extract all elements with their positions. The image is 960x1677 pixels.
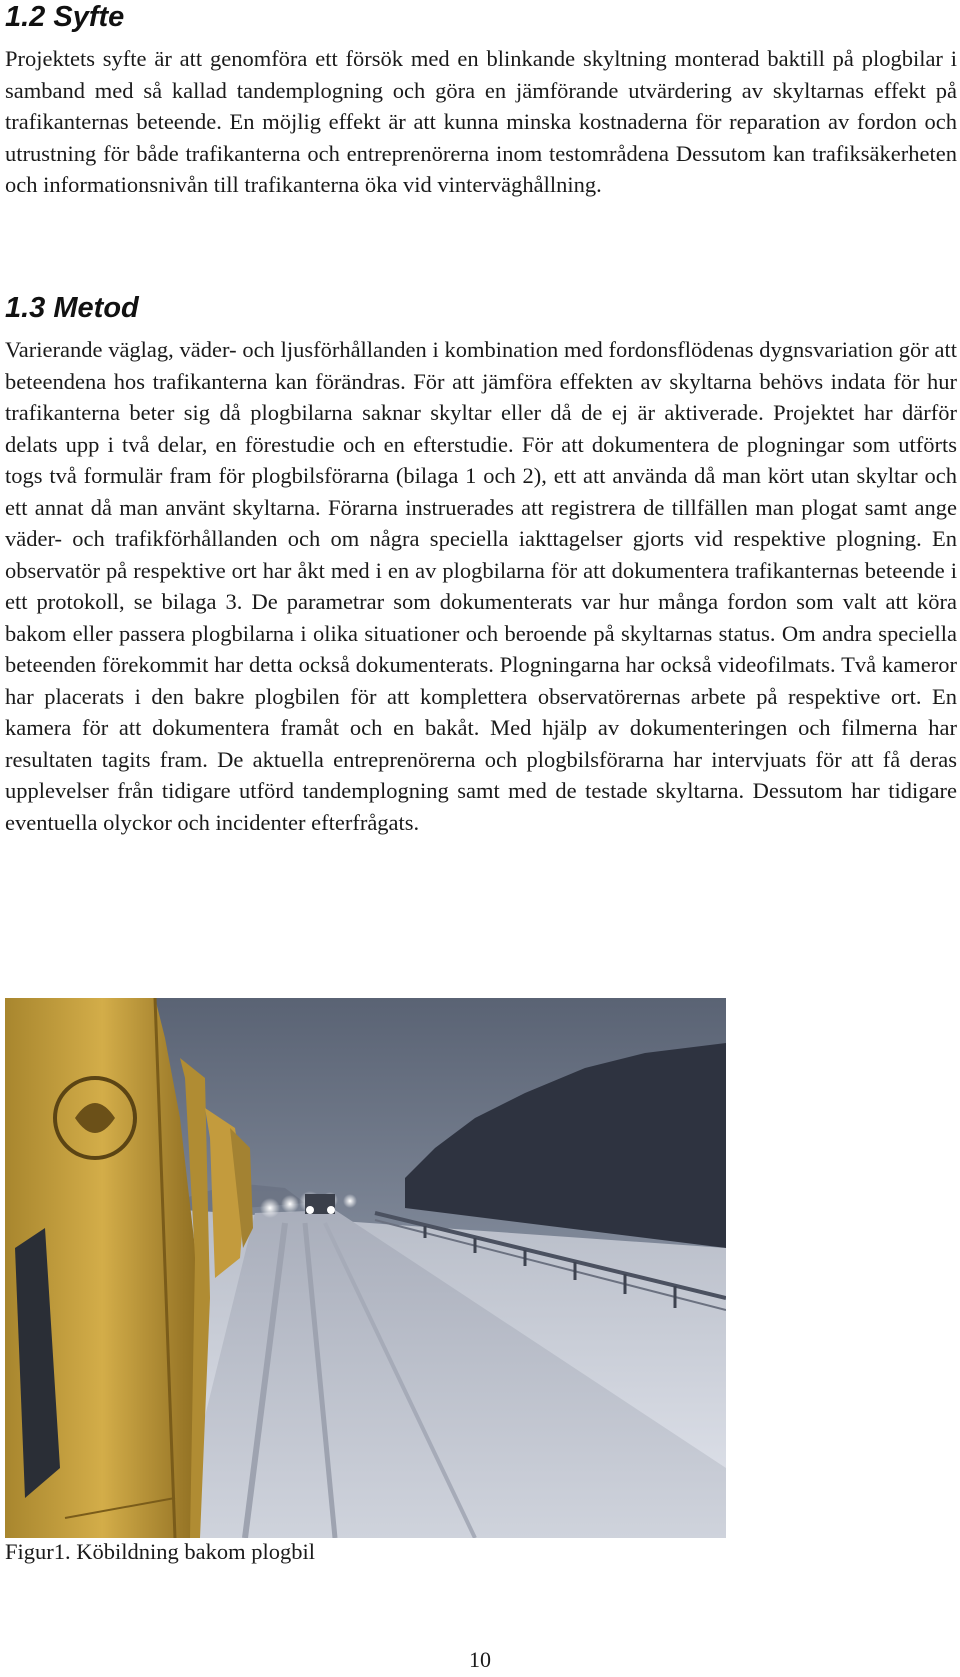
figure-photo-snowplow-queue <box>5 998 726 1538</box>
figure-caption: Figur1. Köbildning bakom plogbil <box>5 1539 316 1564</box>
section-body-syfte: Projektets syfte är att genomföra ett försök med en blinkande skyltning monterad baktill på plogbilar i samband med så kallad tandemplogning och göra en jämförande utvärdering av skyltarnas effekt på trafikanternas beteende. En möjlig effekt är att kunna minska kostnaderna för reparation av fordon och utrustning för både trafikanterna och entreprenörerna inom testområdena Dessutom kan trafiksäkerheten och informationsnivån till trafikanterna öka vid vinterväghållning. <box>5 46 957 197</box>
section-heading-syfte: 1.2 Syfte <box>5 1 125 33</box>
page-number: 10 <box>469 1647 491 1672</box>
section-body-metod: Varierande väglag, väder- och ljusförhållanden i kombination med fordonsflödenas dygnsvariation gör att beteendena hos trafikanterna kan förändras. För att jämföra effekten av skyltarna behövs indata för hur trafikanterna beter sig då plogbilarna saknar skyltar eller då de ej är aktiverade. Projektet har därför delats upp i två delar, en förestudie och en efterstudie. För att dokumentera de plogningar som utförts togs två formulär fram för plogbilsförarna (bilaga 1 och 2), ett att använda då man kört utan skyltar och ett annat då man använt skyltarna. Förarna instruerades att registrera de tillfällen man plogat samt ange väder- och trafikförhållanden och om några speciella iakttagelser gjorts vid respektive plogning. En observatör på respektive ort har åkt med i en av plogbilarna för att dokumentera trafikanternas beteende i ett protokoll, se bilaga 3. De parametrar som dokumenterats var hur många fordon som valt att köra bakom eller passera plogbilarna i olika situationer och beroende på skyltarnas status. Om andra speciella beteenden förekommit har detta också dokumenterats. Plogningarna har också videofilmats. Två kameror har placerats i den bakre plogbilen för att komplettera observatörernas arbete på respektive ort. En kamera för att dokumentera framåt och en bakåt. Med hjälp av dokumenteringen och filmerna har resultaten tagits fram. De aktuella entreprenörerna och plogbilsförarna har intervjuats för att få deras upplevelser från tidigare utförd tandemplogning samt med de testade skyltarna. Dessutom har tidigare eventuella olyckor och incidenter efterfrågats. <box>5 337 957 835</box>
section-heading-metod: 1.3 Metod <box>5 292 139 324</box>
